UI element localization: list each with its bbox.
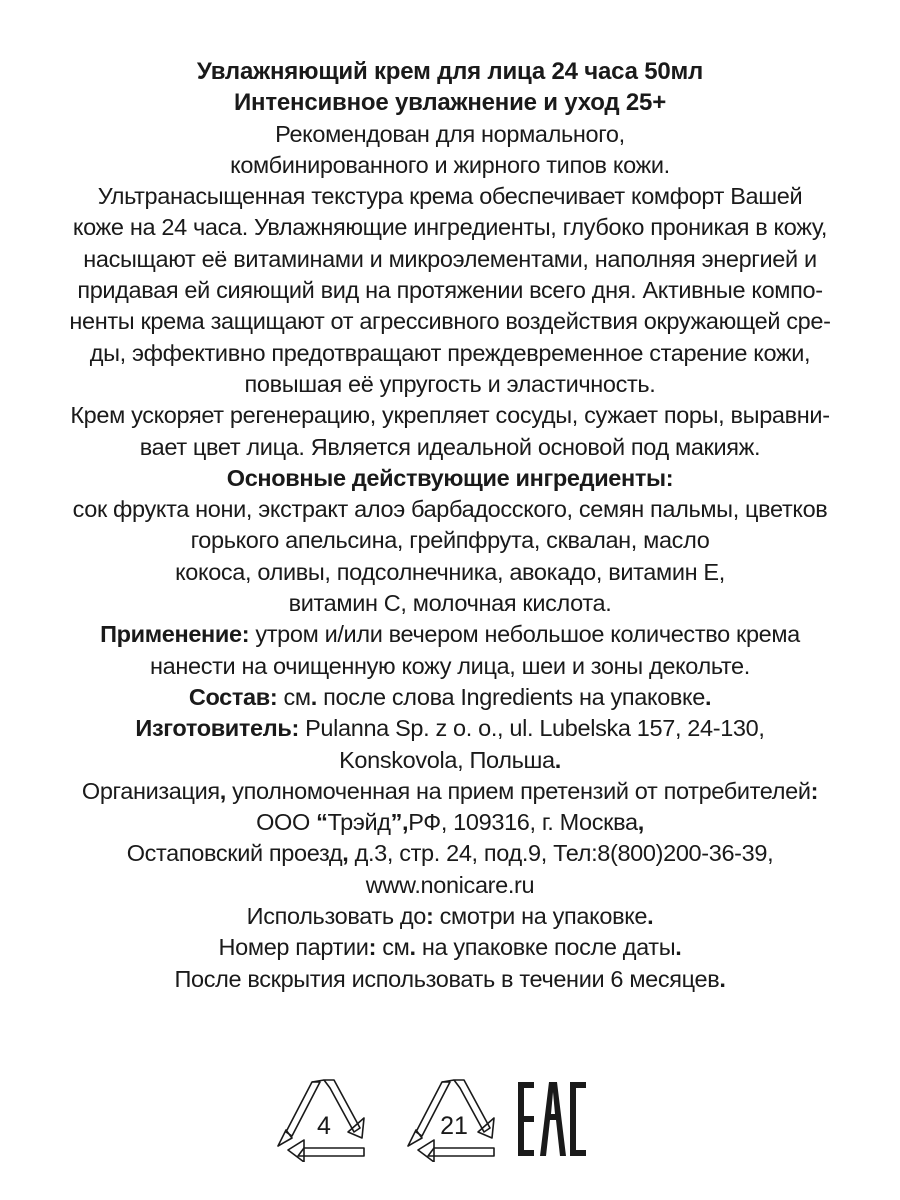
ingredients-line: кокоса, оливы, подсолнечника, авокадо, витамин Е, <box>175 558 725 585</box>
organization-company: Трэйд <box>327 809 391 836</box>
description-line: придавая ей сияющий вид на протяжении всего дня. Активные компо- <box>77 277 823 304</box>
organization-punct: : <box>810 777 819 804</box>
description-line: насыщают её витаминами и микроэлементами, наполняя энергией и <box>83 245 817 272</box>
organization-punct: “ <box>316 809 328 836</box>
description-line: вает цвет лица. Является идеальной основой под макияж. <box>139 433 761 460</box>
ingredients-line: сок фрукта нони, экстракт алоэ барбадосского, семян пальмы, цветков <box>72 496 828 523</box>
organization-address: д.3, стр. 24, под.9, Тел:8(800)200-36-39, <box>348 840 774 867</box>
batch-label: Номер партии <box>218 934 369 961</box>
description-line: ды, эффективно предотвращают преждевременное старение кожи, <box>89 339 811 366</box>
description-line: Ультранасыщенная текстура крема обеспечивает комфорт Вашей <box>97 183 803 210</box>
description-line: Крем ускоряет регенерацию, укрепляет сосуды, сужает поры, выравни- <box>70 402 830 429</box>
product-title: Увлажняющий крем для лица 24 часа 50мл <box>196 58 704 85</box>
composition-text: после слова Ingredients на упаковке <box>316 683 705 710</box>
manufacturer-country: Konskovola, Польша <box>339 746 555 773</box>
description-line: повышая её упругость и эластичность. <box>244 370 656 397</box>
usage-label: Применение: <box>100 621 250 648</box>
organization-text: Организация <box>81 777 220 804</box>
composition-label: Состав: <box>188 683 278 710</box>
batch-punct: . <box>409 934 416 961</box>
organization-line <box>20 807 880 838</box>
website-link: www.nonicare.ru <box>365 871 535 898</box>
expiry-line <box>20 901 880 932</box>
manufacturer-dot: . <box>554 746 561 773</box>
composition-dot: . <box>310 683 317 710</box>
expiry-punct: : <box>425 903 434 930</box>
composition-dot: . <box>704 683 712 710</box>
recommendation-line: Рекомендован для нормального, <box>275 120 625 147</box>
organization-text: РФ, 109316, г. Москва <box>408 809 638 836</box>
after-opening-punct: . <box>719 965 726 992</box>
organization-punct: , <box>342 840 349 867</box>
recommendation-line: комбинированного и жирного типов кожи. <box>230 151 670 178</box>
manufacturer-line <box>20 745 880 776</box>
description-line: коже на 24 часа. Увлажняющие ингредиенты, глубоко проникая в кожу, <box>72 214 828 241</box>
recycle-21-icon <box>398 1074 510 1162</box>
organization-punct: , <box>219 777 226 804</box>
recycle-number: 21 <box>440 1112 468 1140</box>
certification-symbols <box>0 1072 900 1172</box>
manufacturer-line <box>20 713 880 744</box>
eac-mark-icon <box>516 1080 588 1160</box>
ingredients-heading: Основные действующие ингредиенты: <box>226 464 674 491</box>
composition-line <box>20 682 880 713</box>
ingredients-line: горького апельсина, грейпфрута, сквалан, масло <box>190 527 710 554</box>
product-subtitle: Интенсивное увлажнение и уход 25+ <box>233 89 667 117</box>
organization-punct: ”, <box>390 809 409 836</box>
batch-punct: : <box>368 934 377 961</box>
organization-line <box>20 838 880 869</box>
after-opening-line <box>20 964 880 995</box>
organization-text: уполномоченная на прием претензий от потребителей <box>225 777 811 804</box>
batch-punct: . <box>675 934 682 961</box>
organization-punct: , <box>637 809 644 836</box>
organization-line <box>20 776 880 807</box>
manufacturer-text: Pulanna Sp. z o. o., ul. Lubelska 157, 24-130, <box>298 715 765 742</box>
composition-text: см <box>277 683 311 710</box>
product-label <box>20 56 880 995</box>
recycle-4-icon <box>268 1074 380 1162</box>
recycle-number: 4 <box>317 1112 331 1140</box>
expiry-label: Использовать до <box>246 903 426 930</box>
expiry-text: смотри на упаковке <box>433 903 648 930</box>
usage-line <box>20 619 880 650</box>
organization-text: ООО <box>256 809 317 836</box>
organization-address: Остаповский проезд <box>126 840 343 867</box>
batch-line <box>20 932 880 963</box>
usage-line: нанести на очищенную кожу лица, шеи и зоны декольте. <box>150 652 750 679</box>
batch-text: на упаковке после даты <box>415 934 676 961</box>
usage-text: утром и/или вечером небольшое количество крема <box>249 621 800 648</box>
batch-text: см <box>376 934 410 961</box>
manufacturer-label: Изготовитель: <box>135 715 299 742</box>
description-line: ненты крема защищают от агрессивного воздействия окружающей сре- <box>69 308 831 335</box>
ingredients-line: витамин С, молочная кислота. <box>288 590 612 617</box>
expiry-punct: . <box>647 903 654 930</box>
after-opening-text: После вскрытия использовать в течении 6 месяцев <box>174 965 720 992</box>
